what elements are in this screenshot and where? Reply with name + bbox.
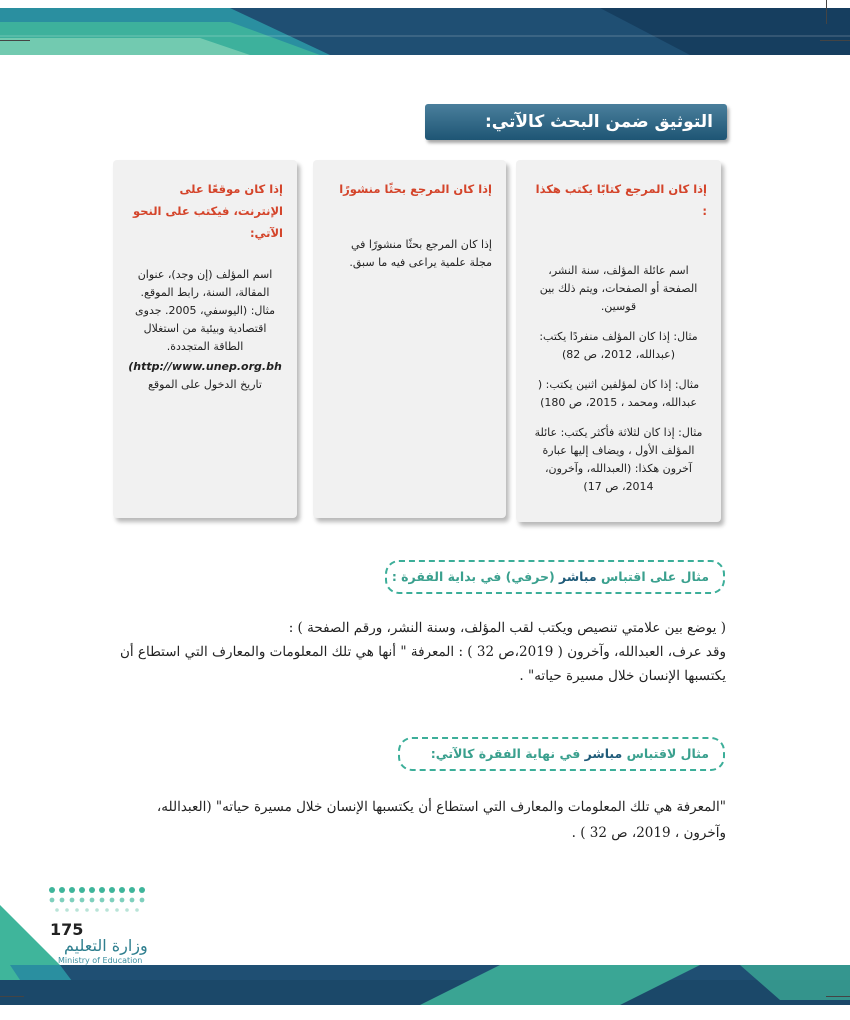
crop-mark-bottom-left bbox=[0, 996, 24, 997]
section-header: التوثيق ضمن البحث كالآتي: bbox=[425, 104, 727, 140]
example2-label-highlight: مباشر bbox=[584, 746, 623, 761]
card-book-paragraph: مثال: إذا كان المؤلف منفردًا يكتب: (عبدالله، 2012، ص 82) bbox=[539, 330, 698, 361]
example-start-quote-label bbox=[385, 560, 725, 594]
example2-text: "المعرفة هي تلك المعلومات والمعارف التي استطاع أن يكتسبها الإنسان خلال مسيرة حياته" (العبدالله، وآخرون ، 2019، ص 32 ) . bbox=[156, 799, 726, 841]
card-website bbox=[113, 160, 297, 518]
card-book bbox=[516, 160, 721, 522]
example2-label-after: في نهاية الفقرة كالآتي: bbox=[430, 746, 585, 761]
card-book-paragraph: مثال: إذا كان لمؤلفين اثنين يكتب: ( عبدالله، ومحمد ، 2015، ص 180) bbox=[537, 378, 700, 409]
crop-mark-left bbox=[0, 40, 30, 41]
example1-label-after: (حرفي) في بداية الفقرة : bbox=[391, 569, 560, 584]
card-published-research bbox=[313, 160, 506, 518]
card-website-url: (http://www.unep.org.bh bbox=[128, 360, 282, 373]
card-book-paragraph: اسم عائلة المؤلف، سنة النشر، الصفحة أو الصفحات، ويتم ذلك بين قوسين. bbox=[539, 264, 698, 313]
card-research-body bbox=[327, 236, 492, 272]
crop-mark-bottom-right bbox=[826, 996, 850, 997]
example-end-quote-label bbox=[398, 737, 725, 771]
card-website-body bbox=[127, 266, 283, 394]
page-number: 175 bbox=[50, 920, 84, 939]
example1-text bbox=[118, 616, 726, 688]
top-banner bbox=[0, 0, 850, 60]
crop-mark-top bbox=[826, 0, 827, 24]
example2-label-before: مثال لاقتباس bbox=[622, 746, 709, 761]
card-book-paragraph: مثال: إذا كان لثلاثة فأكثر يكتب: عائلة المؤلف الأول ، ويضاف إليها عبارة آخرون هكذا: (العبدالله، وآخرون، 2014، ص 17) bbox=[534, 426, 703, 493]
example1-label-before: مثال على اقتباس bbox=[596, 569, 709, 584]
example1-line1: ( يوضع بين علامتي تنصيص ويكتب لقب المؤلف، وسنة النشر، ورقم الصفحة ) : bbox=[288, 620, 726, 636]
card-website-paragraph: اسم المؤلف (إن وجد)، عنوان المقالة، السنة، رابط الموقع. مثال: (اليوسفي، 2005. جدوى اقتصادية وبيئية من استغلال الطاقة المتجددة. bbox=[135, 268, 275, 353]
card-research-title: إذا كان المرجع بحثًا منشورًا bbox=[339, 182, 492, 196]
ministry-name-english: Ministry of Education bbox=[58, 956, 143, 965]
card-book-body bbox=[530, 262, 707, 496]
ministry-name-arabic: وزارة التعليم bbox=[64, 936, 148, 955]
example1-label-highlight: مباشر bbox=[559, 569, 597, 584]
card-website-title: إذا كان موقعًا على الإنترنت، فيكتب على النحو الآتي: bbox=[133, 182, 283, 240]
card-book-title: إذا كان المرجع كتابًا يكتب هكذا : bbox=[535, 182, 707, 218]
crop-mark-right bbox=[820, 40, 850, 41]
card-website-access-note: تاريخ الدخول على الموقع bbox=[148, 378, 262, 391]
example1-line2: وقد عرف، العبدالله، وآخرون ( 2019،ص 32 ) : المعرفة " أنها هي تلك المعلومات والمعارف التي استطاع أن يكتسبها الإنسان خلال مسيرة حياته" . bbox=[119, 644, 726, 684]
card-research-paragraph: إذا كان المرجع بحثًا منشورًا في مجلة علمية يراعى فيه ما سبق. bbox=[349, 238, 492, 269]
